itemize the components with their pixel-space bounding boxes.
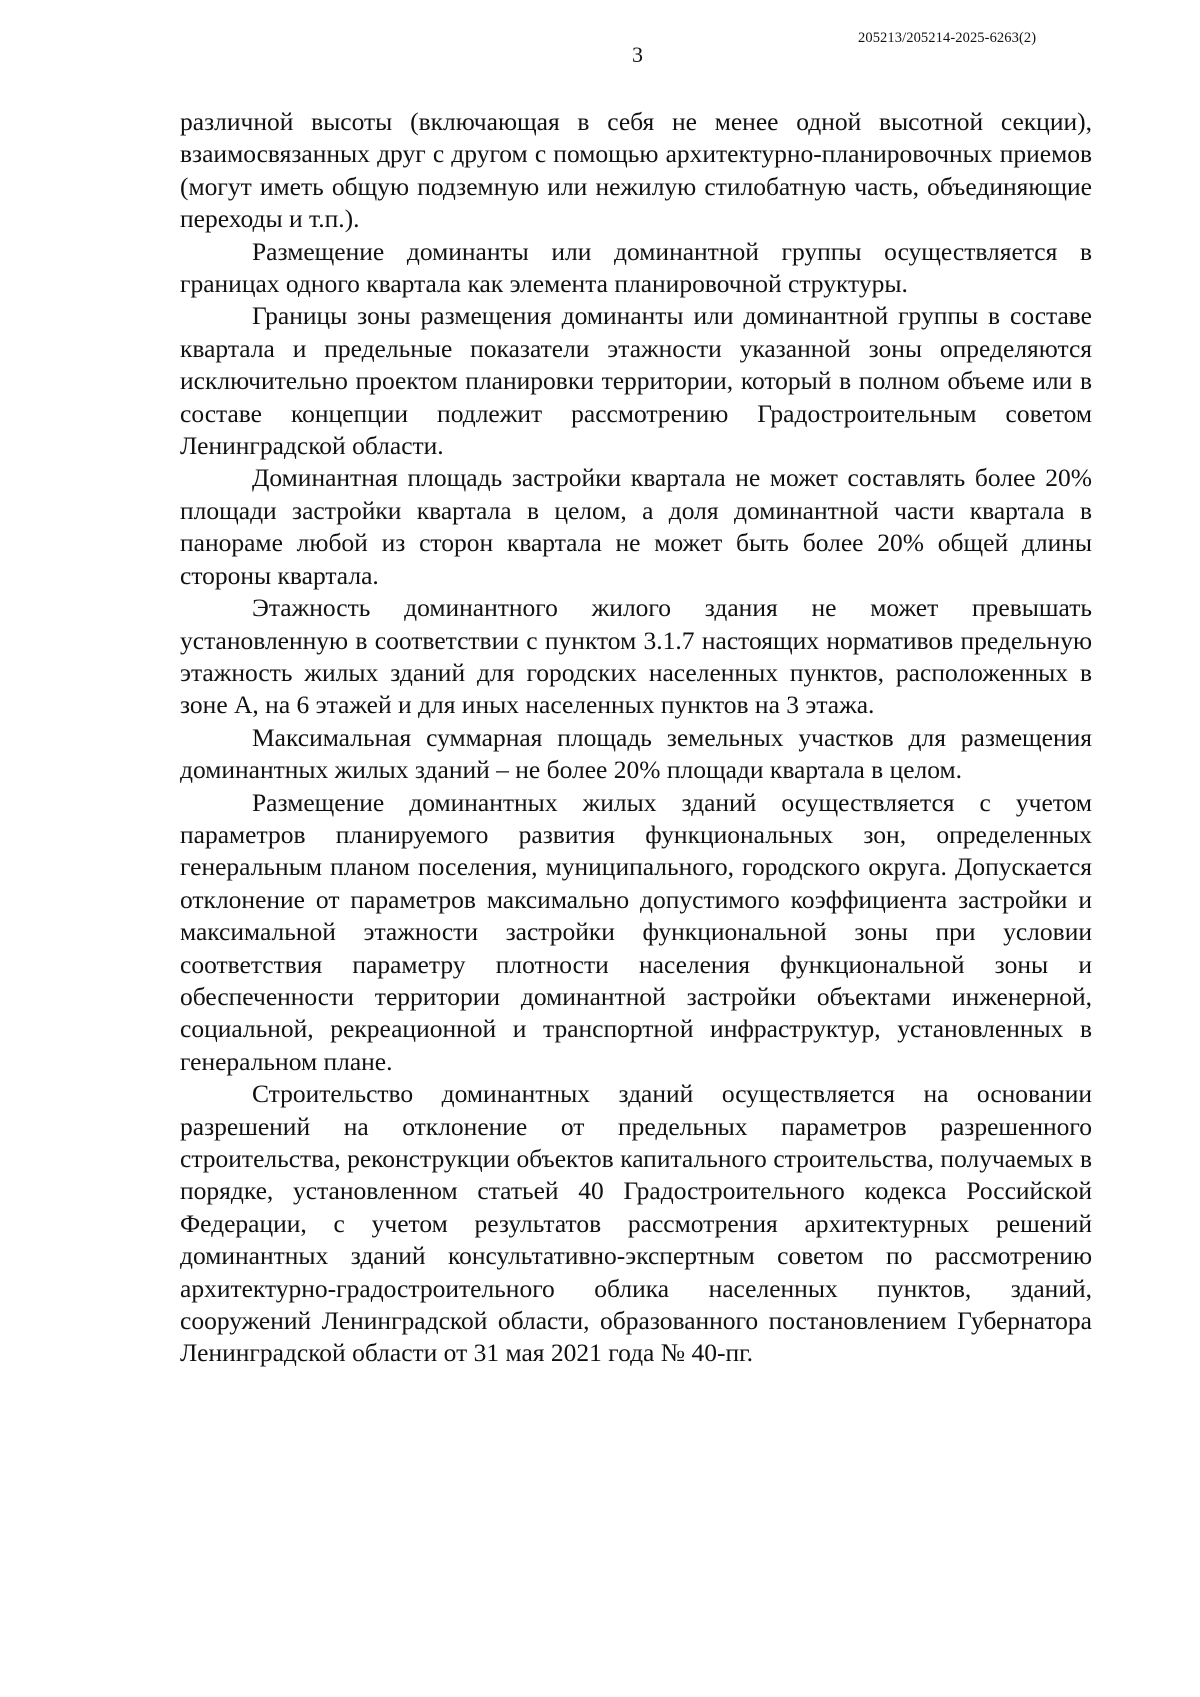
paragraph-zone-boundaries: Границы зоны размещения доминанты или доминантной группы в составе квартала и предельные показатели этажности указанной зоны определяются исключительно проектом планировки территории, который в полном объеме или в составе концепции подлежит рассмотрению Градостроительным советом Ленинградской области. xyxy=(180,301,1092,461)
paragraph-construction-permits: Строительство доминантных зданий осуществляется на основании разрешений на отклонение от предельных параметров разрешенного строительства, реконструкции объектов капитального строительства, получаемых в порядке, установленном статьей 40 Градостроительного кодекса Российской Федерации, с учетом результатов рассмотрения архитектурных решений доминантных зданий консультативно-экспертным советом по рассмотрению архитектурно-градостроительного облика населенных пунктов, зданий, сооружений Ленинградской области, образованного постановлением Губернатора Ленинградской области от 31 мая 2021 года № 40-пг. xyxy=(180,1079,1092,1368)
document-id: 205213/205214-2025-6263(2) xyxy=(858,30,1037,46)
paragraph-dominant-placement: Размещение доминанты или доминантной группы осуществляется в границах одного квартала как элемента планировочной структуры. xyxy=(180,236,1092,299)
paragraph-storeys: Этажность доминантного жилого здания не может превышать установленную в соответствии с пунктом 3.1.7 настоящих нормативов предельную этажность жилых зданий для городских населенных пунктов, расположенных в зоне А, на 6 этажей и для иных населенных пунктов на 3 этажа. xyxy=(180,593,1092,720)
page-number: 3 xyxy=(632,42,643,67)
paragraph-dominant-area: Доминантная площадь застройки квартала не может составлять более 20% площади застройки квартала в целом, а доля доминантной части квартала в панораме любой из сторон квартала не может быть более 20% общей длины стороны квартала. xyxy=(180,463,1092,590)
document-body xyxy=(180,106,1092,1370)
paragraph-continued: различной высоты (включающая в себя не менее одной высотной секции), взаимосвязанных друг с другом с помощью архитектурно-планировочных приемов (могут иметь общую подземную или нежилую стилобатную часть, объединяющие переходы и т.п.). xyxy=(180,107,1092,234)
paragraph-functional-zones: Размещение доминантных жилых зданий осуществляется с учетом параметров планируемого развития функциональных зон, определенных генеральным планом поселения, муниципального, городского округа. Допускается отклонение от параметров максимально допустимого коэффициента застройки и максимальной этажности застройки функциональной зоны при условии соответствия параметру плотности населения функциональной зоны и обеспеченности территории доминантной застройки объектами инженерной, социальной, рекреационной и транспортной инфраструктур, установленных в генеральном плане. xyxy=(180,787,1092,1076)
paragraph-land-area: Максимальная суммарная площадь земельных участков для размещения доминантных жилых зданий – не более 20% площади квартала в целом. xyxy=(180,722,1092,785)
